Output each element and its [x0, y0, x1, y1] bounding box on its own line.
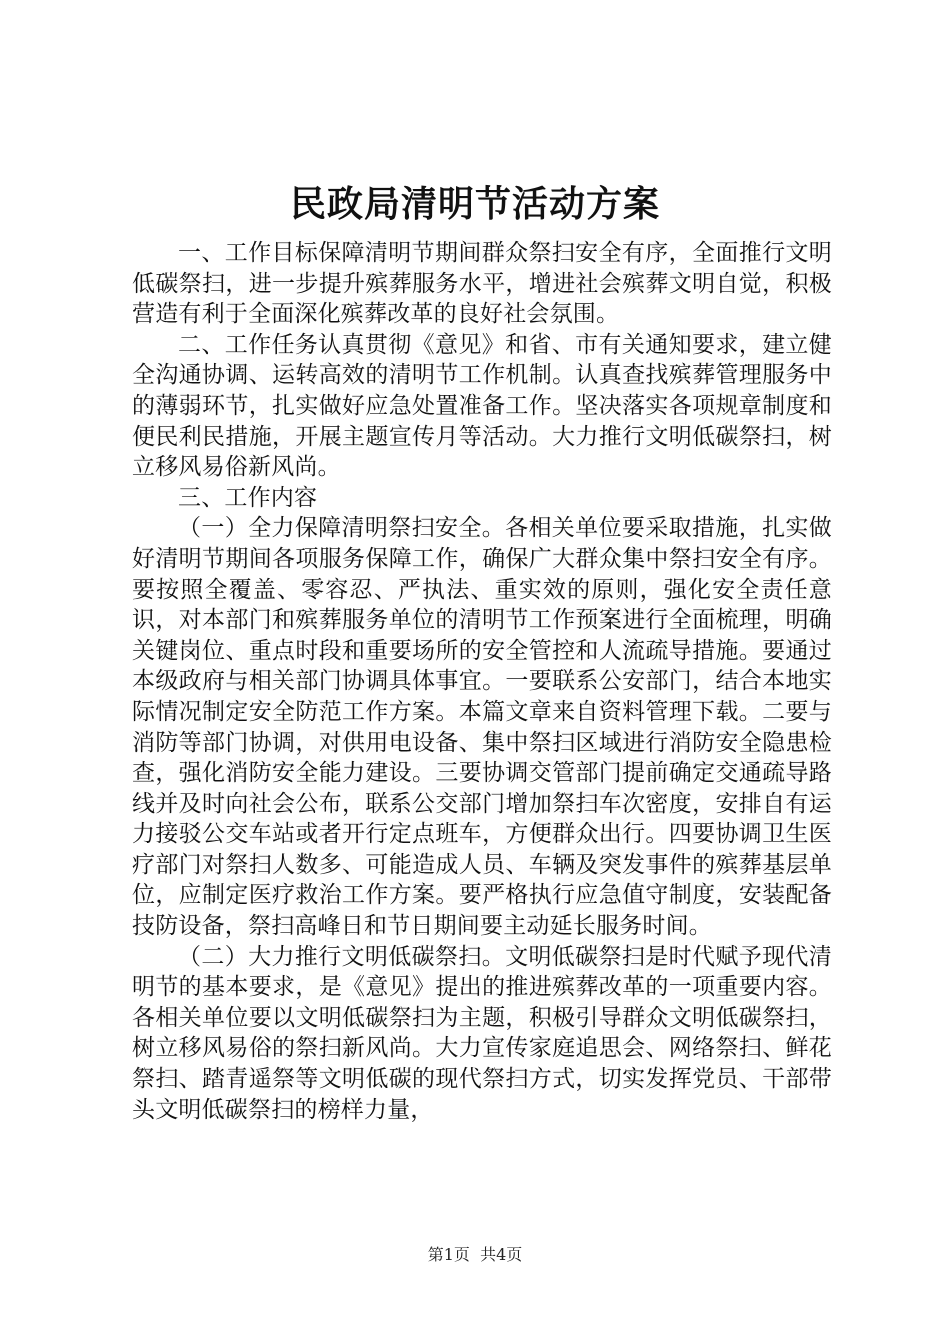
paragraph-work-content-heading: 三、工作内容: [178, 484, 318, 511]
paragraph-civilized-sweeping: （二）大力推行文明低碳祭扫。文明低碳祭扫是时代赋予现代清明节的基本要求，是《意见》提出的推进殡葬改革的一项重要内容。各相关单位要以文明低碳祭扫为主题，积极引导群众文明低碳祭扫，树立移风易俗的祭扫新风尚。大力宣传家庭追思会、网络祭扫、鲜花祭扫、踏青遥祭等文明低碳的现代祭扫方式，切实发挥党员、干部带头文明低碳祭扫的榜样力量，: [132, 943, 832, 1123]
paragraph-work-goal: 一、工作目标保障清明节期间群众祭扫安全有序，全面推行文明低碳祭扫，进一步提升殡葬服务水平，增进社会殡葬文明自觉，积极营造有利于全面深化殡葬改革的良好社会氛围。: [132, 240, 832, 328]
paragraph-safety-guarantee: （一）全力保障清明祭扫安全。各相关单位要采取措施，扎实做好清明节期间各项服务保障工作，确保广大群众集中祭扫安全有序。要按照全覆盖、零容忍、严执法、重实效的原则，强化安全责任意识，对本部门和殡葬服务单位的清明节工作预案进行全面梳理，明确关键岗位、重点时段和重要场所的安全管控和人流疏导措施。要通过本级政府与相关部门协调具体事宜。一要联系公安部门，结合本地实际情况制定安全防范工作方案。本篇文章来自资料管理下载。二要与消防等部门协调，对供用电设备、集中祭扫区域进行消防安全隐患检查，强化消防安全能力建设。三要协调交管部门提前确定交通疏导路线并及时向社会公布，联系公交部门增加祭扫车次密度，安排自有运力接驳公交车站或者开行定点班车，方便群众出行。四要协调卫生医疗部门对祭扫人数多、可能造成人员、车辆及突发事件的殡葬基层单位，应制定医疗救治工作方案。要严格执行应急值守制度，安装配备技防设备，祭扫高峰日和节日期间要主动延长服务时间。: [132, 515, 832, 940]
document-body: [132, 238, 832, 1125]
paragraph-work-tasks: 二、工作任务认真贯彻《意见》和省、市有关通知要求，建立健全沟通协调、运转高效的清明节工作机制。认真查找殡葬管理服务中的薄弱环节，扎实做好应急处置准备工作。坚决落实各项规章制度和便民利民措施，开展主题宣传月等活动。大力推行文明低碳祭扫，树立移风易俗新风尚。: [132, 331, 832, 481]
document-title: 民政局清明节活动方案: [289, 184, 660, 225]
page-number: 第1页: [427, 1245, 470, 1264]
page-total: 共4页: [480, 1245, 523, 1264]
page-footer: [0, 1244, 950, 1266]
